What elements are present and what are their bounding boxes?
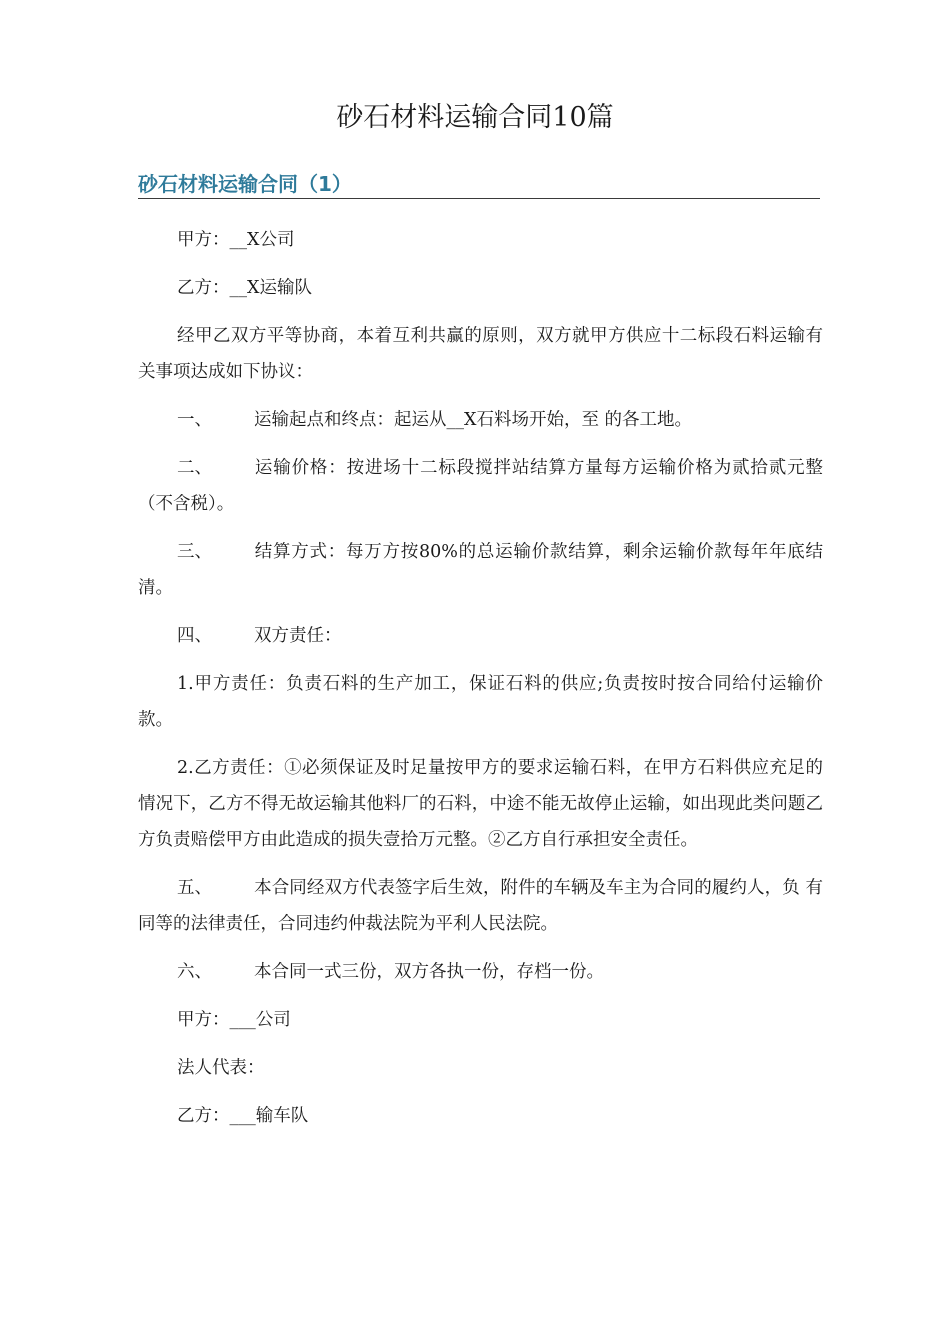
clause-number: 一、: [177, 410, 212, 430]
contract-body: [138, 222, 823, 1146]
clause-text: 双方责任：: [254, 626, 342, 646]
clause-number: 六、: [177, 962, 212, 982]
clause-number: 二、: [177, 458, 212, 478]
section-heading: 砂石材料运输合同（1）: [138, 170, 820, 199]
clause-number: 五、: [177, 878, 212, 898]
party-a-line: 甲方：__X公司: [177, 230, 295, 250]
clause-6: [138, 954, 823, 990]
intro-paragraph: 经甲乙双方平等协商，本着互利共赢的原则，双方就甲方供应十二标段石料运输有关事项达成如下协议：: [138, 326, 823, 382]
clause-4: [138, 618, 823, 654]
clause-3: [138, 534, 823, 606]
clause-text: 运输起点和终点：起运从__X石料场开始，至 的各工地。: [254, 410, 693, 430]
responsibility-party-a: 1.甲方责任：负责石料的生产加工，保证石料的供应;负责按时按合同给付运输价款。: [138, 674, 823, 730]
party-b-line: 乙方：__X运输队: [177, 278, 312, 298]
signature-party-b: 乙方：___输车队: [177, 1106, 309, 1126]
clause-5: [138, 870, 823, 942]
clause-text: 结算方式：每万方按80%的总运输价款结算，剩余运输价款每年年底结 清。: [138, 542, 823, 598]
clause-2: [138, 450, 823, 522]
clause-text: 本合同一式三份，双方各执一份，存档一份。: [254, 962, 604, 982]
clause-number: 四、: [177, 626, 212, 646]
responsibility-party-b: 2.乙方责任：①必须保证及时足量按甲方的要求运输石料，在甲方石料供应充足的情况下，乙方不得无故运输其他料厂的石料，中途不能无故停止运输，如出现此类问题乙方负责赔偿甲方由此造成的损失壹拾万元整。②乙方自行承担安全责任。: [138, 758, 823, 850]
clause-text: 本合同经双方代表签字后生效，附件的车辆及车主为合同的履约人，负 有同等的法律责任，合同违约仲裁法院为平利人民法院。: [138, 878, 823, 934]
signature-legal-rep: 法人代表：: [177, 1058, 265, 1078]
signature-party-a: 甲方：___公司: [177, 1010, 291, 1030]
document-title: 砂石材料运输合同10篇: [336, 102, 614, 133]
clause-number: 三、: [177, 542, 212, 562]
clause-1: [138, 402, 823, 438]
clause-text: 运输价格：按进场十二标段搅拌站结算方量每方运输价格为贰拾贰元整 （不含税）。: [138, 458, 823, 514]
